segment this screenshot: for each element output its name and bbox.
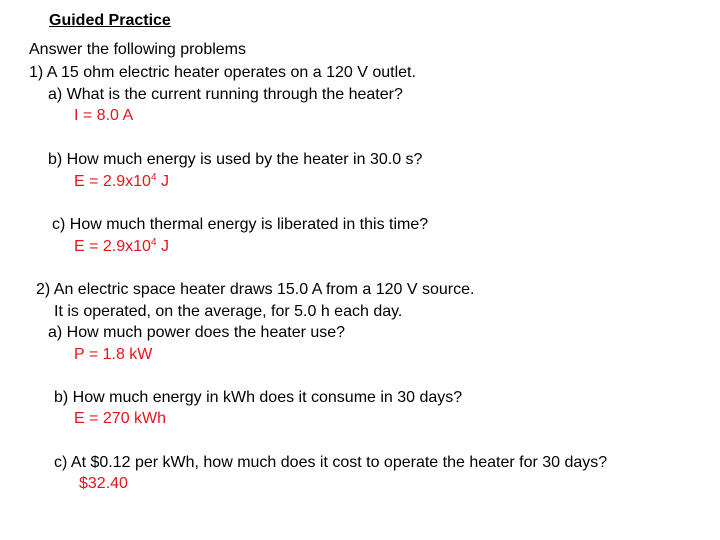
problem-2-statement-line-2: It is operated, on the average, for 5.0 h each day.: [54, 303, 403, 320]
problem-2b-question: b) How much energy in kWh does it consume in 30 days?: [54, 389, 463, 406]
problem-2a-answer: P = 1.8 kW: [74, 346, 153, 363]
problem-1a-answer: I = 8.0 A: [74, 107, 134, 124]
problem-1b-answer-unit: J: [156, 173, 169, 190]
problem-1b-answer-base: E = 2.9x10: [74, 173, 151, 190]
problem-1c-answer: [74, 237, 169, 257]
problem-1c-answer-exponent: 4: [150, 237, 157, 248]
problem-1b-answer: [74, 172, 169, 192]
problem-1a-question: a) What is the current running through the heater?: [48, 86, 403, 103]
problem-2a-question: a) How much power does the heater use?: [48, 324, 346, 341]
problem-1c-answer-base: E = 2.9x10: [74, 238, 151, 255]
problem-2c-answer: $32.40: [79, 475, 128, 492]
problem-1b-question: b) How much energy is used by the heater in 30.0 s?: [48, 151, 423, 168]
page-title: Guided Practice: [49, 12, 171, 29]
problem-2c-question: c) At $0.12 per kWh, how much does it cost to operate the heater for 30 days?: [54, 454, 608, 471]
problem-2-statement-line-1: 2) An electric space heater draws 15.0 A from a 120 V source.: [36, 281, 475, 298]
problem-1c-answer-unit: J: [156, 238, 169, 255]
instructions-text: Answer the following problems: [29, 41, 246, 58]
problem-1b-answer-exponent: 4: [150, 172, 157, 183]
problem-2b-answer: E = 270 kWh: [74, 410, 167, 427]
problem-1-statement: 1) A 15 ohm electric heater operates on a 120 V outlet.: [29, 64, 416, 81]
problem-1c-question: c) How much thermal energy is liberated in this time?: [52, 216, 429, 233]
